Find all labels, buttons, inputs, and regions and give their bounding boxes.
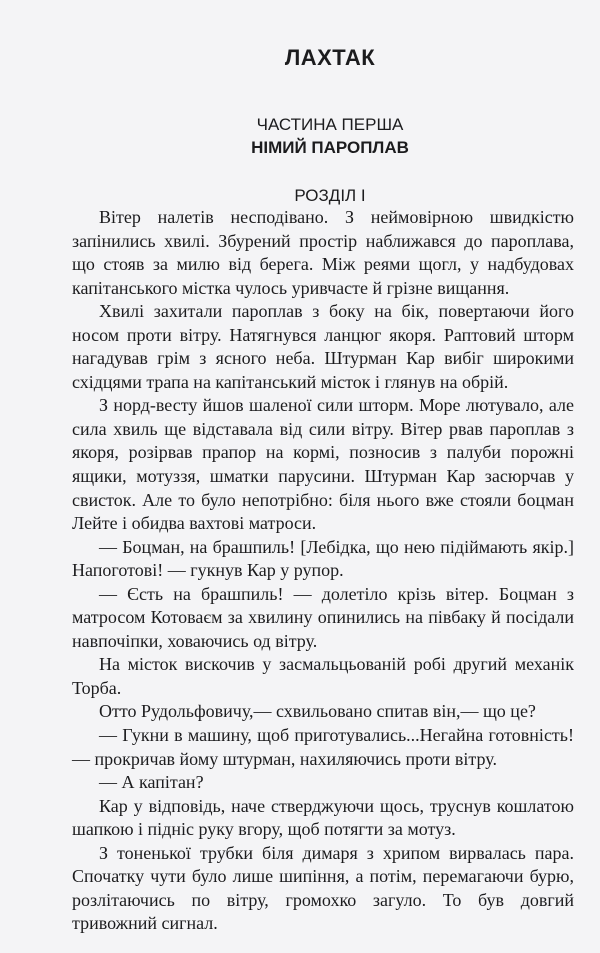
- paragraph: [72, 536, 574, 583]
- chapter-heading: РОЗДІЛ І: [294, 186, 366, 205]
- text-line: матросом Котоваєм за хвилину опинились на півбаку й посідали: [72, 607, 574, 628]
- text-line: Хвилі захитали пароплав з боку на бік, повертаючи його: [99, 301, 574, 322]
- text-line: Лейте і обидва вахтові матроси.: [72, 513, 317, 534]
- paragraph: [72, 300, 574, 394]
- paragraph: [72, 724, 574, 771]
- text-line: нагадував грім з ясного неба. Штурман Кар вибіг широкими: [72, 348, 574, 369]
- text-line: Торба.: [72, 677, 122, 698]
- text-line: тривожний сигнал.: [72, 913, 218, 934]
- part-subtitle: НІМИЙ ПАРОПЛАВ: [251, 138, 409, 157]
- text-line: — Єсть на брашпиль! — долетіло крізь вітер. Боцман з: [99, 583, 574, 604]
- text-line: що стояв за милю від берега. Між реями щогл, у надбудовах: [72, 254, 574, 275]
- body-text: [72, 206, 574, 936]
- text-line: східцями трапа на капітанський місток і глянув на обрій.: [72, 371, 509, 392]
- paragraph: [72, 842, 574, 936]
- text-line: З тоненької трубки біля димаря з хрипом вирвалась пара.: [99, 842, 574, 863]
- text-line: Вітер налетів несподівано. З неймовірною швидкістю: [99, 207, 574, 227]
- text-line: — Гукни в машину, щоб приготувались...Негайна готовність!: [99, 725, 574, 746]
- paragraph: [72, 653, 574, 700]
- text-line: — прокричав йому штурман, нахиляючись проти вітру.: [72, 748, 497, 769]
- text-line: Напоготові! — гукнув Кар у рупор.: [72, 560, 344, 581]
- text-line: Отто Рудольфовичу,— схвильовано спитав він,— що це?: [99, 701, 536, 722]
- paragraph: [72, 206, 574, 300]
- text-line: На місток вискочив у засмальцьованій робі другий механік: [99, 654, 574, 675]
- text-line: — Боцман, на брашпиль! [Лебідка, що нею підіймають якір.]: [99, 536, 574, 557]
- text-line: навпочіпки, ховаючись од вітру.: [72, 630, 318, 651]
- text-line: сила хвиль ще відставала від сили вітру. Вітер рвав пароплав з: [72, 418, 574, 439]
- text-line: — А капітан?: [99, 772, 204, 793]
- paragraph: [72, 700, 574, 724]
- paragraph: [72, 583, 574, 654]
- paragraph: [72, 795, 574, 842]
- text-line: Спочатку чути було лише шипіння, а потім, перемагаючи бурю,: [72, 866, 574, 887]
- text-line: капітанського містка чулось уривчасте й грізне вищання.: [72, 277, 510, 298]
- text-line: шапкою і підніс руку вгору, щоб потягти за мотуз.: [72, 819, 456, 840]
- paragraph: [72, 771, 574, 795]
- text-line: носом проти вітру. Натягнувся ланцюг якоря. Раптовий шторм: [72, 324, 574, 345]
- text-line: свисток. Але то було непотрібно: біля нього вже стояли боцман: [72, 489, 574, 510]
- part-heading: ЧАСТИНА ПЕРША: [256, 115, 404, 134]
- text-line: Кар у відповідь, наче стверджуючи щось, труснув кошлатою: [99, 795, 574, 816]
- text-line: розлітаючись по вітру, громохко загуло. То був довгий: [72, 889, 574, 910]
- paragraph: [72, 394, 574, 535]
- text-line: ящики, мотуззя, шматки парусини. Штурман Кар засюрчав у: [72, 466, 574, 487]
- text-line: З норд-весту йшов шаленої сили шторм. Море лютувало, але: [99, 395, 574, 416]
- book-title: ЛАХТАК: [284, 45, 376, 70]
- text-line: запінились хвилі. Збурений простір наближався до пароплава,: [72, 230, 574, 251]
- text-line: якоря, розірвав прапор на кормі, позносив з палуби порожні: [72, 442, 574, 463]
